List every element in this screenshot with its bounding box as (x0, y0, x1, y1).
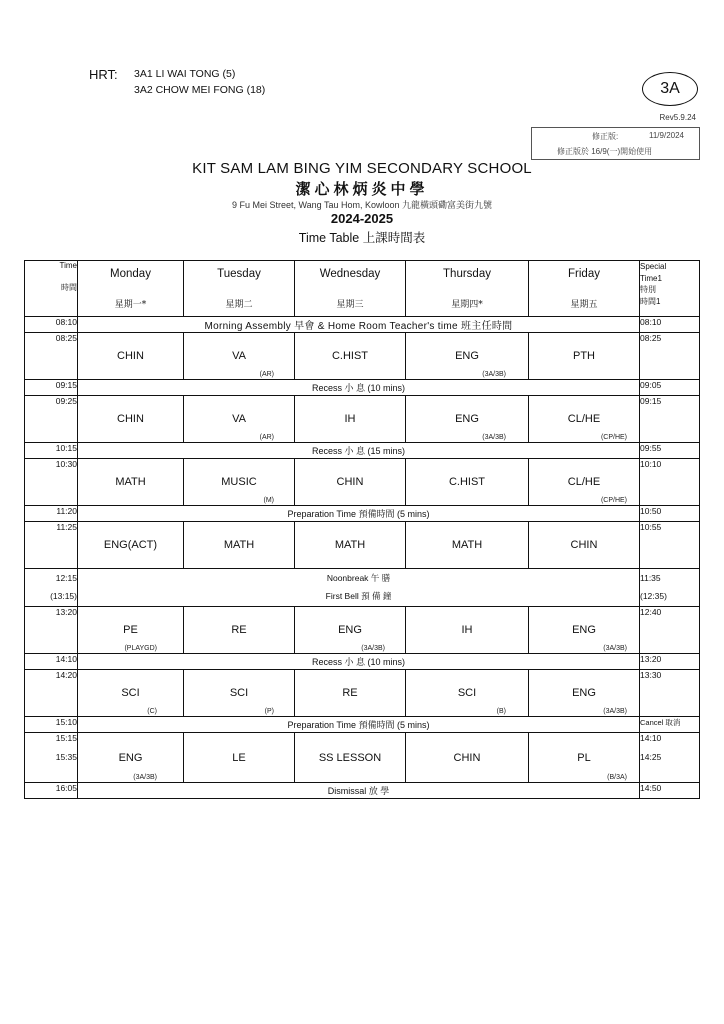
special-time-cell: 10:55 (640, 522, 700, 569)
recess-row-2 (25, 443, 700, 459)
hrt-teacher-1: 3A1 LI WAI TONG (5) (134, 68, 236, 80)
lesson-cell: RE (184, 607, 295, 654)
lesson-cell: C.HIST (295, 333, 406, 380)
timetable (24, 260, 700, 799)
header-row (25, 261, 700, 317)
lesson-cell: CHIN (78, 396, 184, 443)
period-row-3 (25, 459, 700, 506)
time-cell: 08:25 (25, 333, 78, 380)
period-row-5 (25, 607, 700, 654)
lesson-cell: PTH (529, 333, 640, 380)
special-time-cell: Cancel 取消 (640, 717, 700, 733)
lesson-cell: CL/HE (CP/HE) (529, 396, 640, 443)
assembly-row (25, 317, 700, 333)
recess-band: Recess 小 息 (15 mins) (78, 443, 640, 459)
dismissal-band: Dismissal 放 學 (78, 783, 640, 799)
lesson-cell: CHIN (295, 459, 406, 506)
special-time-cell: 10:50 (640, 506, 700, 522)
lesson-cell: ENG (3A/3B) (406, 396, 529, 443)
lesson-cell: SS LESSON (295, 733, 406, 783)
lesson-cell: ENG (3A/3B) (406, 333, 529, 380)
period-row-6 (25, 670, 700, 717)
effective-note: 修正版於 16/9(一)開始使用 (557, 147, 653, 156)
period-row-2 (25, 396, 700, 443)
revised-date: 11/9/2024 (649, 131, 684, 140)
time-cell: 10:30 (25, 459, 78, 506)
lesson-cell: IH (406, 607, 529, 654)
special-time-cell: 12:40 (640, 607, 700, 654)
recess-band: Recess 小 息 (10 mins) (78, 380, 640, 396)
lesson-cell: ENG (3A/3B) (295, 607, 406, 654)
special-time-cell: 13:30 (640, 670, 700, 717)
special-time-cell: 14:50 (640, 783, 700, 799)
lesson-cell: SCI (C) (78, 670, 184, 717)
time-cell: 11:25 (25, 522, 78, 569)
lesson-cell: ENG(ACT) (78, 522, 184, 569)
revision-code: Rev5.9.24 (659, 113, 696, 122)
special-time-cell: 09:15 (640, 396, 700, 443)
class-badge: 3A (642, 72, 698, 106)
recess-row-1 (25, 380, 700, 396)
time-cell: 09:15 (25, 380, 78, 396)
special-time-cell: 09:55 (640, 443, 700, 459)
lesson-cell: MUSIC (M) (184, 459, 295, 506)
lesson-cell: VA (AR) (184, 396, 295, 443)
special-time-cell: 14:10 14:25 (640, 733, 700, 783)
school-address: 9 Fu Mei Street, Wang Tau Hom, Kowloon 九龍橫頭磡富美街九號 (231, 200, 493, 210)
school-name-zh: 潔心林炳炎中學 (295, 180, 429, 198)
lesson-cell: MATH (184, 522, 295, 569)
period-row-7 (25, 733, 700, 783)
time-cell: 10:15 (25, 443, 78, 459)
time-cell: 11:20 (25, 506, 78, 522)
lesson-cell: PE (PLAYGD) (78, 607, 184, 654)
lesson-cell: MATH (406, 522, 529, 569)
lesson-cell: CHIN (78, 333, 184, 380)
special-time-cell: 08:10 (640, 317, 700, 333)
lesson-cell: C.HIST (406, 459, 529, 506)
lesson-cell: ENG (3A/3B) (529, 607, 640, 654)
special-time-cell: 11:35 (12:35) (640, 569, 700, 607)
lesson-cell: VA (AR) (184, 333, 295, 380)
lesson-cell: PL (B/3A) (529, 733, 640, 783)
time-cell: 14:20 (25, 670, 78, 717)
prep-band: Preparation Time 預備時間 (5 mins) (78, 506, 640, 522)
special-time-header: Special Time1 特別 時間1 (640, 261, 700, 317)
lesson-cell: IH (295, 396, 406, 443)
lesson-cell: ENG (3A/3B) (78, 733, 184, 783)
lesson-cell: CHIN (406, 733, 529, 783)
lesson-cell: LE (184, 733, 295, 783)
period-row-1 (25, 333, 700, 380)
noonbreak-row (25, 569, 700, 607)
recess-band: Recess 小 息 (10 mins) (78, 654, 640, 670)
lesson-cell: SCI (B) (406, 670, 529, 717)
lesson-cell: RE (295, 670, 406, 717)
day-monday: Monday 星期一* (78, 261, 184, 317)
special-time-cell: 09:05 (640, 380, 700, 396)
time-cell: 08:10 (25, 317, 78, 333)
timetable-title: Time Table 上課時間表 (298, 231, 426, 245)
time-cell: 16:05 (25, 783, 78, 799)
time-cell: 13:20 (25, 607, 78, 654)
lesson-cell: MATH (78, 459, 184, 506)
lesson-cell: CL/HE (CP/HE) (529, 459, 640, 506)
special-time-cell: 08:25 (640, 333, 700, 380)
assembly-band: Morning Assembly 早會 & Home Room Teacher's time 班主任時間 (78, 317, 640, 333)
time-cell: 12:15 (13:15) (25, 569, 78, 607)
lesson-cell: MATH (295, 522, 406, 569)
time-header: Time 時間 (25, 261, 78, 317)
prep-band: Preparation Time 預備時間 (5 mins) (78, 717, 640, 733)
time-cell: 15:10 (25, 717, 78, 733)
lesson-cell: CHIN (529, 522, 640, 569)
revision-box (531, 127, 700, 160)
day-friday: Friday 星期五 (529, 261, 640, 317)
period-row-4 (25, 522, 700, 569)
hrt-teacher-2: 3A2 CHOW MEI FONG (18) (134, 84, 266, 96)
time-cell: 14:10 (25, 654, 78, 670)
time-cell: 15:15 15:35 (25, 733, 78, 783)
time-cell: 09:25 (25, 396, 78, 443)
hrt-label: HRT: (89, 67, 118, 82)
recess-row-3 (25, 654, 700, 670)
day-tuesday: Tuesday 星期二 (184, 261, 295, 317)
prep-row-1 (25, 506, 700, 522)
revised-label: 修正版: (592, 132, 619, 141)
school-name-en: KIT SAM LAM BING YIM SECONDARY SCHOOL (192, 160, 532, 177)
school-year: 2024-2025 (330, 211, 394, 226)
day-wednesday: Wednesday 星期三 (295, 261, 406, 317)
lesson-cell: SCI (P) (184, 670, 295, 717)
special-time-cell: 10:10 (640, 459, 700, 506)
prep-row-2 (25, 717, 700, 733)
lesson-cell: ENG (3A/3B) (529, 670, 640, 717)
dismissal-row (25, 783, 700, 799)
day-thursday: Thursday 星期四* (406, 261, 529, 317)
special-time-cell: 13:20 (640, 654, 700, 670)
noonbreak-band: Noonbreak 午 膳 First Bell 預 備 鐘 (78, 569, 640, 607)
